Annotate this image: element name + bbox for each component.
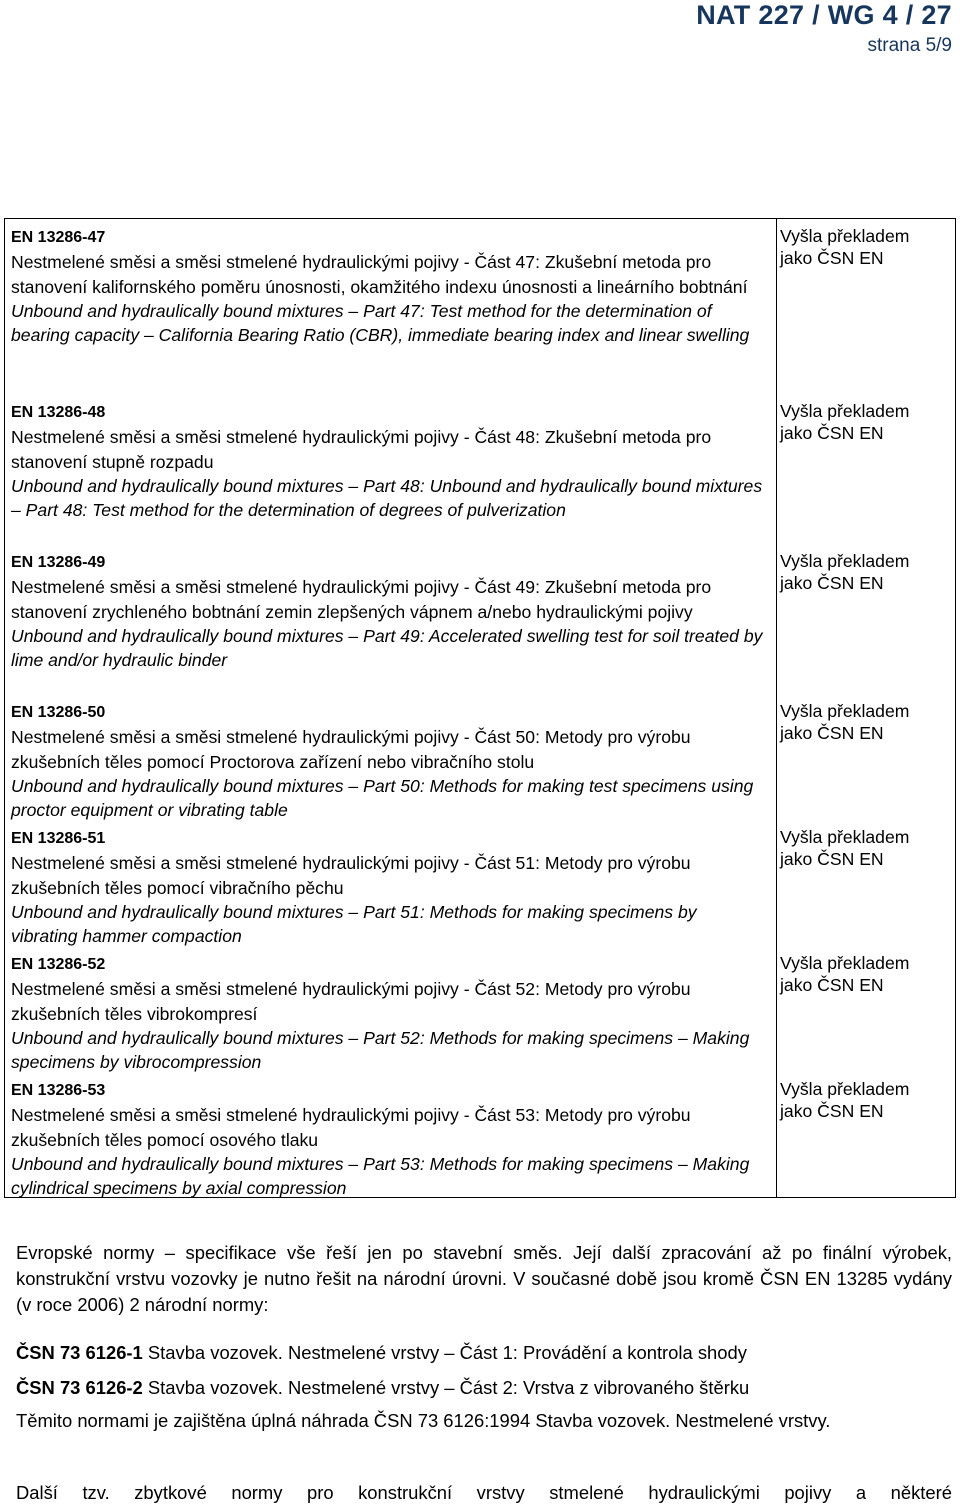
- standard-title-en: Unbound and hydraulically bound mixtures – Part 50: Methods for making test specimens using proctor equipment or vibrating table: [11, 775, 754, 821]
- standard-title-en: Unbound and hydraulically bound mixtures – Part 47: Test method for the determination of bearing capacity – California Bearing Ratio (CBR), immediate bearing index and linear swelling: [11, 300, 750, 346]
- paragraph-residual-norms: Další tzv. zbytkové normy pro konstrukční vrstvy stmelené hydraulickými pojivy a některé: [16, 1482, 952, 1503]
- standard-entry: [11, 1079, 763, 1200]
- standard-title-en: Unbound and hydraulically bound mixtures – Part 48: Unbound and hydraulically bound mixtures – Part 48: Test method for the determination of degrees of pulverization: [11, 475, 763, 521]
- publication-status: [780, 225, 950, 269]
- standard-title-cz: Nestmelené směsi a směsi stmelené hydraulickými pojivy - Část 50: Metody pro výrobu zkušebních těles pomocí Proctorova zařízení nebo vibračního stolu: [11, 727, 691, 772]
- norm-title: Stavba vozovek. Nestmelené vrstvy – Část 2: Vrstva z vibrovaného štěrku: [142, 1377, 750, 1398]
- norm-title: Stavba vozovek. Nestmelené vrstvy – Část 1: Provádění a kontrola shody: [142, 1342, 747, 1363]
- status-line: jako ČSN EN: [780, 975, 884, 995]
- norm-line-1: [16, 1340, 952, 1366]
- standard-title-en: Unbound and hydraulically bound mixtures – Part 51: Methods for making specimens by vibrating hammer compaction: [11, 901, 697, 947]
- page-number: strana 5/9: [867, 35, 952, 56]
- document-title: NAT 227 / WG 4 / 27: [696, 0, 952, 30]
- standard-entry: [11, 551, 763, 672]
- standard-code: EN 13286-51: [11, 830, 106, 847]
- column-divider: [776, 219, 777, 1197]
- standard-title-cz: Nestmelené směsi a směsi stmelené hydraulickými pojivy - Část 47: Zkušební metoda pro stanovení kalifornského poměru únosnosti, okamžitého indexu únosnosti a lineárního bobtnání: [11, 252, 748, 297]
- norm-code: ČSN 73 6126-2: [16, 1377, 143, 1398]
- publication-status: [780, 952, 950, 996]
- standard-title-en: Unbound and hydraulically bound mixtures – Part 53: Methods for making specimens – Making cylindrical specimens by axial compression: [11, 1153, 750, 1199]
- standard-entry: [11, 827, 763, 948]
- standard-code: EN 13286-47: [11, 229, 106, 246]
- standard-code: EN 13286-50: [11, 704, 106, 721]
- status-line: Vyšla překladem: [780, 401, 910, 421]
- standard-entry: [11, 701, 763, 822]
- publication-status: [780, 700, 950, 744]
- norm-code: ČSN 73 6126-1: [16, 1342, 143, 1363]
- status-line: jako ČSN EN: [780, 849, 884, 869]
- standard-title-en: Unbound and hydraulically bound mixtures – Part 52: Methods for making specimens – Making specimens by vibrocompression: [11, 1027, 750, 1073]
- publication-status: [780, 400, 950, 444]
- standard-title-cz: Nestmelené směsi a směsi stmelené hydraulickými pojivy - Část 51: Metody pro výrobu zkušebních těles pomocí vibračního pěchu: [11, 853, 691, 898]
- status-line: jako ČSN EN: [780, 248, 884, 268]
- publication-status: [780, 826, 950, 870]
- status-line: Vyšla překladem: [780, 827, 910, 847]
- status-line: jako ČSN EN: [780, 723, 884, 743]
- standard-entry: [11, 953, 763, 1074]
- status-line: Vyšla překladem: [780, 701, 910, 721]
- standard-entry: [11, 401, 763, 522]
- standard-title-cz: Nestmelené směsi a směsi stmelené hydraulickými pojivy - Část 48: Zkušební metoda pro stanovení stupně rozpadu: [11, 427, 712, 472]
- status-line: Vyšla překladem: [780, 1079, 910, 1099]
- status-line: jako ČSN EN: [780, 423, 884, 443]
- paragraph-replacement: Těmito normami je zajištěna úplná náhrada ČSN 73 6126:1994 Stavba vozovek. Nestmelené vrstvy.: [16, 1410, 831, 1431]
- standard-code: EN 13286-53: [11, 1082, 106, 1099]
- standard-title-en: Unbound and hydraulically bound mixtures – Part 49: Accelerated swelling test for soil treated by lime and/or hydraulic binder: [11, 625, 763, 671]
- status-line: jako ČSN EN: [780, 573, 884, 593]
- publication-status: [780, 550, 950, 594]
- standard-code: EN 13286-48: [11, 404, 106, 421]
- standard-entry: [11, 226, 763, 347]
- standard-title-cz: Nestmelené směsi a směsi stmelené hydraulickými pojivy - Část 49: Zkušební metoda pro stanovení zrychleného bobtnání zemin zlepšených vápnem a/nebo hydraulickými pojivy: [11, 577, 712, 622]
- norm-line-2: [16, 1375, 952, 1401]
- publication-status: [780, 1078, 950, 1122]
- status-line: Vyšla překladem: [780, 226, 910, 246]
- standard-code: EN 13286-49: [11, 554, 106, 571]
- standard-title-cz: Nestmelené směsi a směsi stmelené hydraulickými pojivy - Část 53: Metody pro výrobu zkušebních těles pomocí osového tlaku: [11, 1105, 691, 1150]
- status-line: Vyšla překladem: [780, 953, 910, 973]
- paragraph-european-standards: Evropské normy – specifikace vše řeší jen po stavební směs. Její další zpracování až po finální výrobek, konstrukční vrstvu vozovky je nutno řešit na národní úrovni. V současné době jsou kromě ČSN EN 13285 vydány (v roce 2006) 2 národní normy:: [16, 1242, 952, 1315]
- standard-title-cz: Nestmelené směsi a směsi stmelené hydraulickými pojivy - Část 52: Metody pro výrobu zkušebních těles vibrokompresí: [11, 979, 691, 1024]
- standard-code: EN 13286-52: [11, 956, 106, 973]
- status-line: Vyšla překladem: [780, 551, 910, 571]
- status-line: jako ČSN EN: [780, 1101, 884, 1121]
